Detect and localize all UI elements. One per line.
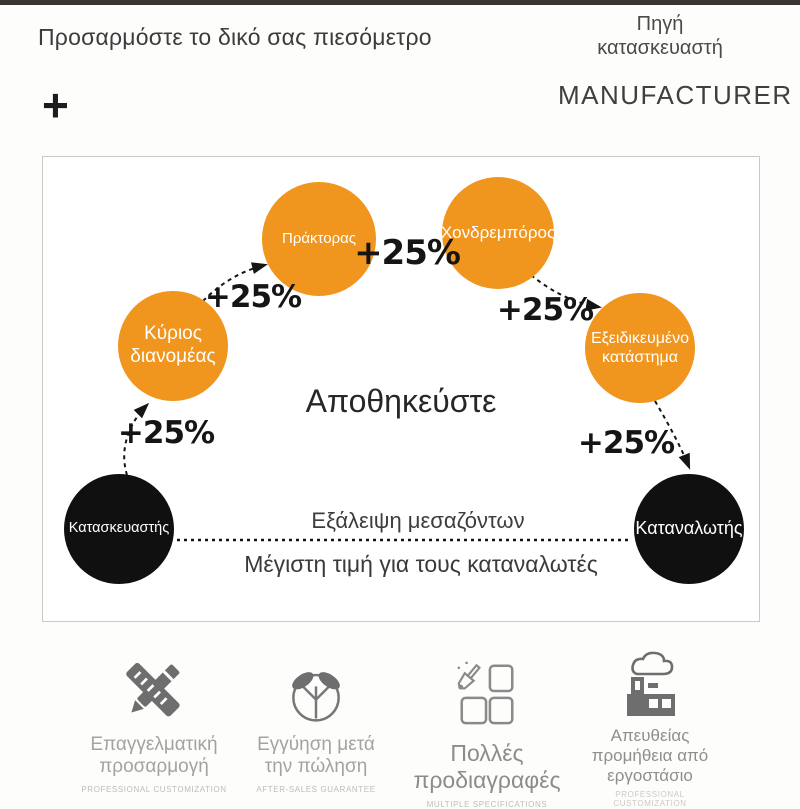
node-consumer [634,474,744,584]
feature-professional-customization [68,652,240,794]
feature-label: Εγγύηση μετά την πώληση [257,734,375,778]
feature-caption: AFTER-SALES GUARANTEE [256,784,376,794]
node-agent-label: Πράκτορας [281,230,357,247]
ruler-pencil-icon [118,654,190,726]
node-wholesaler-label: Χονδρεμπόρος [440,222,556,242]
markup-label-5: +25% [577,425,675,461]
max-value-text: Μέγιστη τιμή για τους καταναλωτές [244,551,598,577]
factory-icon [615,650,685,722]
eliminate-middlemen-text: Εξάλειψη μεσαζόντων [311,508,525,533]
feature-label: Επαγγελματική προσαρμογή [90,734,218,778]
node-consumer-label: Καταναλωτής [635,518,743,539]
feature-caption: PROFESSIONAL CUSTOMIZATION [81,784,227,794]
plus-sign: + [42,79,69,131]
markup-label-1: +25% [117,415,215,451]
feature-label: Απευθείας προμήθεια από εργοστάσιο [591,726,709,786]
feature-after-sales-guarantee [244,652,388,794]
specs-grid-brush-icon [453,658,521,726]
node-manufacturer [64,474,174,584]
node-specialty-store-label: Εξειδικευμένο κατάστημα [590,329,690,366]
manufacturer-source-label: Πηγή κατασκευαστή [597,13,723,59]
node-main-distributor-label: Κύριος διανομέας [130,323,216,367]
top-bar [0,0,800,5]
save-text: Αποθηκεύστε [305,383,497,419]
feature-multiple-specifications [380,652,594,809]
feature-factory-direct [578,648,722,808]
supply-chain-diagram [42,156,760,622]
feature-label: Πολλές προδιαγραφές [413,740,561,794]
markup-label-2: +25% [204,279,302,315]
markup-label-4: +25% [496,292,594,328]
sprout-circle-icon [283,660,349,726]
feature-caption: PROFESSIONAL CUSTOMIZATION [613,790,687,809]
markup-label-3: +25% [354,233,460,273]
node-manufacturer-label: Κατασκευαστής [68,520,170,537]
feature-caption: MULTIPLE SPECIFICATIONS [426,800,548,809]
page-title: Προσαρμόστε το δικό σας πιεσόμετρο [38,24,432,50]
brand-text: MANUFACTURER [558,80,793,110]
